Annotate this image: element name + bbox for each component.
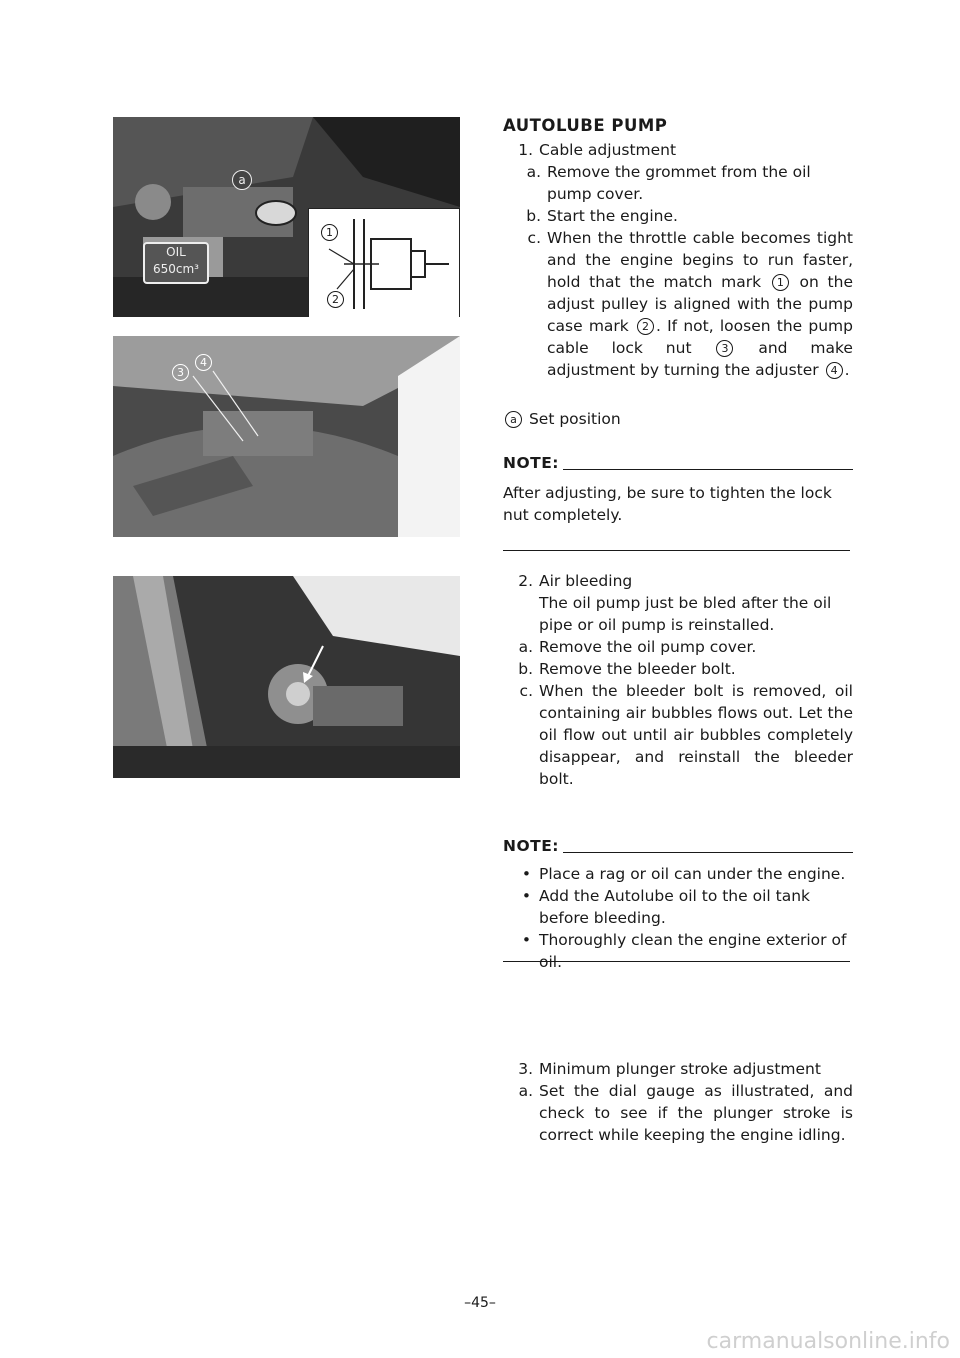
- step2-item-b: [503, 658, 853, 680]
- bullet-dot: •: [521, 865, 531, 883]
- callout-4-text: 4: [200, 356, 207, 369]
- inset-mark-2: [327, 291, 344, 308]
- step2-a-letter: a.: [518, 638, 533, 656]
- step1-number: 1.: [518, 141, 533, 159]
- step3-item-a: [503, 1080, 853, 1146]
- photo-oil-pump-cover: [113, 117, 460, 317]
- step1-item-a: [503, 161, 853, 205]
- note1-text: After adjusting, be sure to tighten the lock nut completely.: [503, 484, 832, 524]
- step2-b-letter-text: b: [518, 660, 529, 678]
- step3-a-letter-text: a: [518, 1082, 529, 1100]
- mark-a-symbol: [505, 411, 522, 428]
- step2-a-text: Remove the oil pump cover.: [539, 638, 757, 656]
- step1-b-text: Start the engine.: [547, 207, 678, 225]
- step3-title: Minimum plunger stroke adjustment: [539, 1060, 821, 1078]
- step1-c-part2: on the adjust pulley is aligned with the pump case mark: [547, 273, 853, 335]
- step2-c-letter-text: c: [519, 682, 529, 700]
- step2-section: [503, 570, 853, 790]
- set-position-row: [503, 408, 853, 430]
- step1-item-c: [503, 227, 853, 381]
- mark-2-symbol-text: 2: [641, 320, 649, 333]
- step1-a-letter-text: a: [526, 163, 537, 181]
- oil-label-box: [143, 242, 209, 284]
- step1-b-letter: b.: [526, 207, 541, 225]
- photo-pump-cable: [113, 336, 460, 537]
- page-number: –45–: [464, 1295, 496, 1311]
- step3-section: [503, 1058, 853, 1146]
- step2-b-text: Remove the bleeder bolt.: [539, 660, 736, 678]
- step2-number: 2.: [518, 572, 533, 590]
- inset-mark-2-text: 2: [332, 293, 339, 306]
- note2-end-rule: [503, 961, 850, 962]
- autolube-section: [503, 115, 853, 526]
- step2-title: Air bleeding: [539, 572, 633, 590]
- step2-intro: The oil pump just be bled after the oil pipe or oil pump is reinstalled.: [539, 594, 832, 634]
- note2-bullet-1-text: Place a rag or oil can under the engine.: [539, 865, 846, 883]
- step3-a-text: Set the dial gauge as illustrated, and check to see if the plunger stroke is correct while keeping the engine idling.: [539, 1082, 853, 1144]
- note2-section: [503, 835, 853, 973]
- mark-a-symbol-text: a: [510, 413, 517, 426]
- callout-a-text: a: [238, 173, 246, 187]
- step1-a-letter: a.: [526, 163, 541, 181]
- mark-2-symbol: [637, 318, 654, 335]
- oil-capacity-text: 650cm³: [152, 262, 199, 276]
- watermark: carmanualsonline.info: [706, 1329, 950, 1354]
- mark-3-symbol-text: 3: [721, 342, 729, 355]
- mark-1-symbol: [772, 274, 789, 291]
- bullet-dot: •: [521, 887, 531, 905]
- step1-c-text: [547, 227, 853, 381]
- oil-label-text: OIL: [166, 245, 186, 259]
- note1-end-rule: [503, 550, 850, 551]
- mark-4-symbol-text: 4: [830, 364, 838, 377]
- step2-title-row: [503, 570, 853, 592]
- section-heading: AUTOLUBE PUMP: [503, 116, 668, 135]
- note1-label: NOTE:: [503, 454, 560, 472]
- step2-item-c: [503, 680, 853, 790]
- mark-1-symbol-text: 1: [776, 276, 784, 289]
- note1-heading: [503, 452, 853, 474]
- inset-diagram: [308, 208, 460, 317]
- step3-title-row: [503, 1058, 853, 1080]
- callout-3: [172, 364, 189, 381]
- step1-b-letter-text: b: [526, 207, 537, 225]
- note2-bullet-2: [503, 885, 853, 929]
- set-position-text: Set position: [528, 410, 621, 428]
- note2-bullet-3-text: Thoroughly clean the engine exterior of oil.: [539, 931, 847, 971]
- note2-label: NOTE:: [503, 837, 560, 855]
- bullet-dot: •: [521, 931, 531, 949]
- step2-item-a: [503, 636, 853, 658]
- inset-mark-1: [321, 224, 338, 241]
- step1-item-b: [503, 205, 853, 227]
- step1-a-text: Remove the grommet from the oil pump cover.: [547, 163, 811, 203]
- note2-bullet-2-text: Add the Autolube oil to the oil tank before bleeding.: [539, 887, 810, 927]
- step1-c-part3: . If not, loosen the pump cable lock nut: [547, 317, 853, 357]
- note2-heading-line: [563, 852, 853, 853]
- step1-c-letter-text: c: [527, 229, 537, 247]
- step2-c-text: When the bleeder bolt is removed, oil containing air bubbles flows out. Let the oil flow out until air bubbles completely disappear, and reinstall the bleeder bolt.: [539, 682, 853, 788]
- step1-title-row: [503, 139, 853, 161]
- step2-c-letter: c.: [519, 682, 533, 700]
- callout-3-text: 3: [177, 366, 184, 379]
- mark-3-symbol: [716, 340, 733, 357]
- step1-c-letter: c.: [527, 229, 541, 247]
- step1-c-part1: When the throttle cable becomes tight and the engine begins to run faster, hold that the match mark: [547, 229, 853, 291]
- step3-a-letter: a.: [518, 1082, 533, 1100]
- step2-b-letter: b.: [518, 660, 533, 678]
- note2-bullet-3: [503, 929, 853, 973]
- step1-c-part4: and make adjustment by turning the adjuster: [547, 339, 853, 379]
- mark-4-symbol: [826, 362, 843, 379]
- note1-heading-line: [563, 469, 853, 470]
- note2-heading: [503, 835, 853, 857]
- step1-c-part5: .: [844, 361, 850, 379]
- step1-title: Cable adjustment: [539, 141, 677, 159]
- photo-bleeder-bolt: [113, 576, 460, 778]
- callout-4: [195, 354, 212, 371]
- step2-a-letter-text: a: [518, 638, 529, 656]
- callout-a: [232, 170, 252, 190]
- step3-number: 3.: [518, 1060, 533, 1078]
- inset-mark-1-text: 1: [326, 226, 333, 239]
- note2-bullet-1: [503, 863, 853, 885]
